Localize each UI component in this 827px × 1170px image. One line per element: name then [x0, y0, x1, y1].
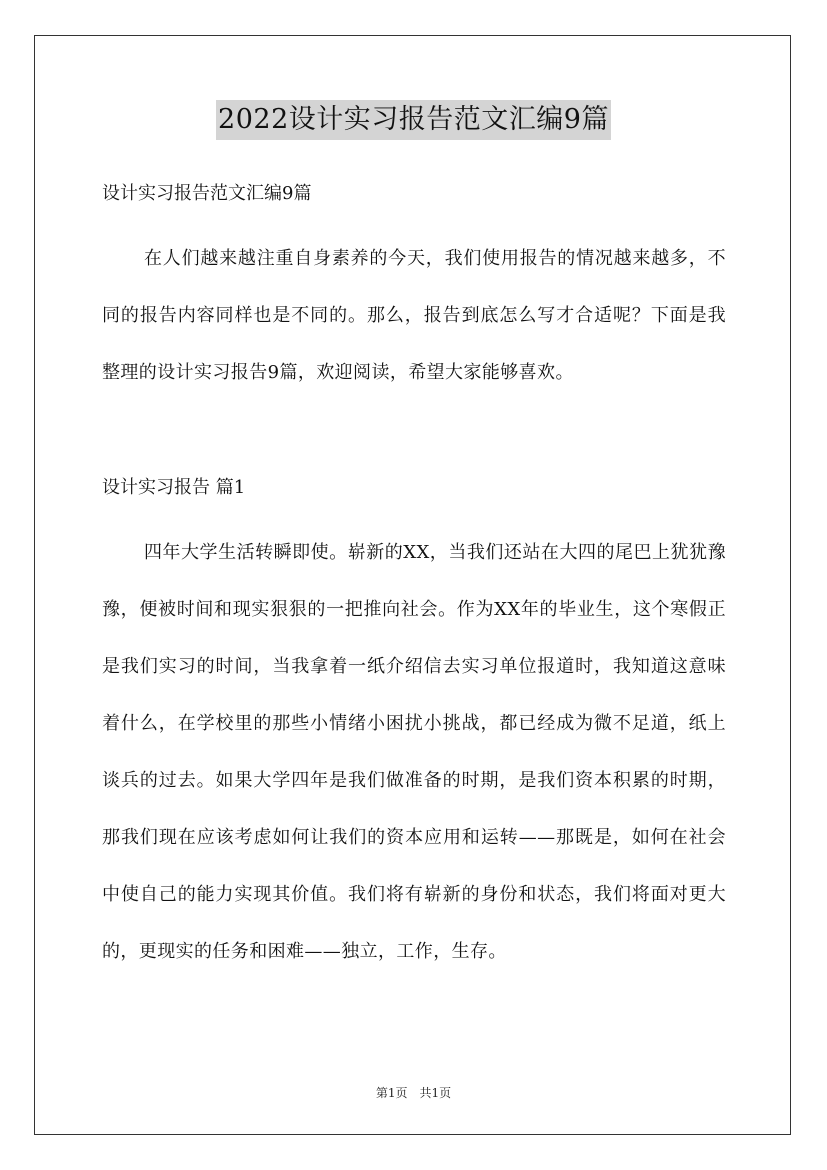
document-title: 2022设计实习报告范文汇编9篇 [216, 100, 611, 140]
section-1-heading: 设计实习报告 篇1 [102, 477, 246, 498]
document-subtitle: 设计实习报告范文汇编9篇 [102, 183, 312, 204]
page-footer: 第1页 共1页 [375, 1086, 452, 1100]
document-title-container [0, 100, 827, 140]
document-body [102, 176, 726, 980]
intro-paragraph: 在人们越来越注重自身素养的今天，我们使用报告的情况越来越多，不同的报告内容同样也是不同的。那么，报告到底怎么写才合适呢？下面是我整理的设计实习报告9篇，欢迎阅读，希望大家能够喜欢。 [102, 248, 726, 383]
section-1-paragraph: 四年大学生活转瞬即使。崭新的XX，当我们还站在大四的尾巴上犹犹豫豫，便被时间和现实狠狠的一把推向社会。作为XX年的毕业生，这个寒假正是我们实习的时间，当我拿着一纸介绍信去实习单位报道时，我知道这意味着什么，在学校里的那些小情绪小困扰小挑战，都已经成为微不足道，纸上谈兵的过去。如果大学四年是我们做准备的时期，是我们资本积累的时期，那我们现在应该考虑如何让我们的资本应用和运转——那既是，如何在社会中使自己的能力实现其价值。我们将有崭新的身份和状态，我们将面对更大的，更现实的任务和困难——独立，工作，生存。 [102, 542, 726, 962]
